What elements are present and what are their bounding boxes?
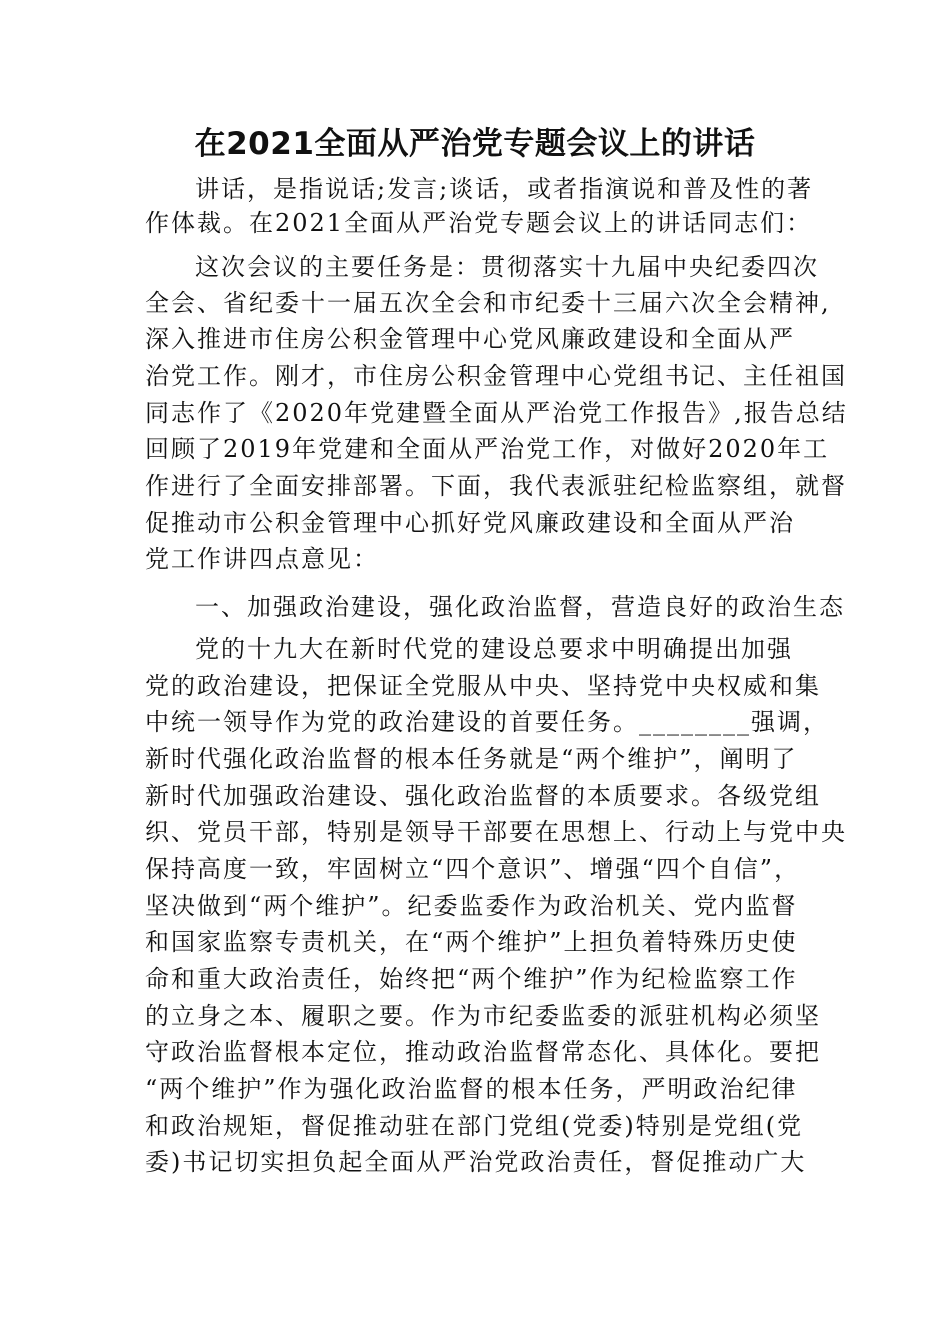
body-line-27: 委)书记切实担负起全面从严治党政治责任，督促推动广大	[145, 1148, 807, 1176]
body-line-6: 治党工作。刚才，市住房公积金管理中心党组书记、主任祖国	[145, 362, 847, 390]
body-line-9: 作进行了全面安排部署。下面，我代表派驻纪检监察组，就督	[145, 472, 847, 500]
body-line-17: 新时代加强政治建设、强化政治监督的本质要求。各级党组	[145, 782, 821, 810]
body-line-24: 守政治监督根本定位，推动政治监督常态化、具体化。要把	[145, 1038, 821, 1066]
body-line-25: “两个维护”作为强化政治监督的根本任务，严明政治纪律	[145, 1075, 798, 1103]
body-line-19: 保持高度一致，牢固树立“四个意识”、增强“四个自信”，	[145, 855, 801, 883]
body-line-18: 织、党员干部，特别是领导干部要在思想上、行动上与党中央	[145, 818, 847, 846]
section-heading-1: 一、加强政治建设，强化政治监督，营造良好的政治生态	[195, 593, 845, 621]
body-line-1: 讲话，是指说话;发言;谈话，或者指演说和普及性的著	[195, 175, 814, 203]
body-line-16: 新时代强化政治监督的根本任务就是“两个维护”，阐明了	[145, 745, 798, 773]
body-line-11: 党工作讲四点意见：	[145, 545, 379, 573]
body-line-4: 全会、省纪委十一届五次全会和市纪委十三届六次全会精神,	[145, 289, 831, 317]
body-line-2: 作体裁。在2021全面从严治党专题会议上的讲话同志们：	[145, 209, 813, 237]
body-line-3: 这次会议的主要任务是：贯彻落实十九届中央纪委四次	[195, 253, 819, 281]
body-line-8: 回顾了2019年党建和全面从严治党工作，对做好2020年工	[145, 435, 830, 463]
body-line-13: 党的十九大在新时代党的建设总要求中明确提出加强	[195, 635, 793, 663]
body-line-21: 和国家监察专责机关，在“两个维护”上担负着特殊历史使	[145, 928, 798, 956]
body-line-15: 中统一领导作为党的政治建设的首要任务。________强调，	[145, 708, 829, 736]
body-line-20: 坚决做到“两个维护”。纪委监委作为政治机关、党内监督	[145, 892, 798, 920]
body-line-7: 同志作了《2020年党建暨全面从严治党工作报告》,报告总结	[145, 399, 848, 427]
document-title: 在2021全面从严治党专题会议上的讲话	[194, 126, 756, 162]
body-line-26: 和政治规矩，督促推动驻在部门党组(党委)特别是党组(党	[145, 1112, 804, 1140]
body-line-5: 深入推进市住房公积金管理中心党风廉政建设和全面从严	[145, 325, 795, 353]
body-line-10: 促推动市公积金管理中心抓好党风廉政建设和全面从严治	[145, 509, 795, 537]
body-line-23: 的立身之本、履职之要。作为市纪委监委的派驻机构必须坚	[145, 1002, 821, 1030]
body-line-14: 党的政治建设，把保证全党服从中央、坚持党中央权威和集	[145, 672, 821, 700]
body-line-22: 命和重大政治责任，始终把“两个维护”作为纪检监察工作	[145, 965, 798, 993]
